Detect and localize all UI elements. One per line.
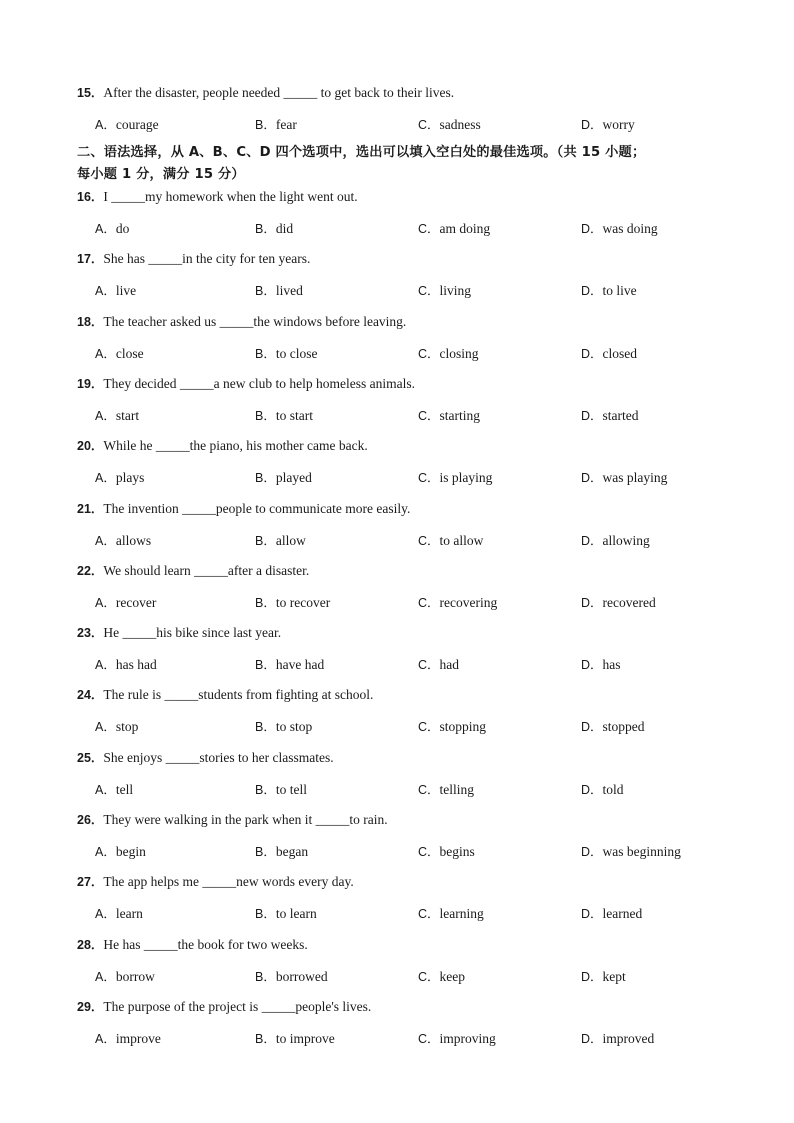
option-letter: C．	[418, 118, 440, 132]
question-text: After the disaster, people needed _____ to get back to their lives.	[103, 85, 455, 100]
option-c	[418, 344, 479, 362]
option-a	[95, 344, 144, 362]
option-letter: D．	[581, 596, 603, 610]
question-stem	[77, 561, 309, 579]
option-letter: D．	[581, 347, 603, 361]
question-number: 16．	[77, 190, 104, 204]
option-a	[95, 904, 143, 922]
option-letter: D．	[581, 1032, 603, 1046]
option-a	[95, 593, 156, 611]
question-stem	[77, 187, 358, 205]
option-text: close	[115, 346, 144, 361]
question-number: 25．	[77, 751, 104, 765]
option-text: closed	[602, 346, 638, 361]
option-c	[418, 1029, 496, 1047]
option-c	[418, 468, 492, 486]
option-letter: C．	[418, 409, 440, 423]
option-a	[95, 967, 155, 985]
option-text: stopping	[439, 719, 487, 734]
option-d	[581, 344, 637, 362]
option-letter: D．	[581, 222, 603, 236]
question-stem	[77, 748, 334, 766]
question-text: He has _____the book for two weeks.	[103, 937, 308, 952]
option-text: fear	[275, 117, 297, 132]
option-letter: B．	[255, 118, 276, 132]
option-text: keep	[439, 969, 466, 984]
option-letter: A．	[95, 907, 116, 921]
option-d	[581, 780, 624, 798]
question-text: They decided _____a new club to help homeless animals.	[103, 376, 415, 391]
option-letter: A．	[95, 284, 116, 298]
option-text: lived	[275, 283, 303, 298]
question-text: She has _____in the city for ten years.	[103, 251, 311, 266]
option-d	[581, 717, 645, 735]
option-letter: D．	[581, 907, 603, 921]
option-letter: C．	[418, 907, 440, 921]
option-letter: B．	[255, 907, 276, 921]
option-letter: D．	[581, 970, 603, 984]
option-b	[255, 406, 313, 424]
option-letter: B．	[255, 284, 276, 298]
option-text: am doing	[439, 221, 491, 236]
question-number: 15．	[77, 86, 104, 100]
option-text: was doing	[602, 221, 658, 236]
option-letter: B．	[255, 845, 276, 859]
option-text: learn	[115, 906, 143, 921]
option-b	[255, 904, 317, 922]
question-text: He _____his bike since last year.	[103, 625, 282, 640]
option-a	[95, 468, 144, 486]
question-text: The rule is _____students from fighting at school.	[103, 687, 374, 702]
option-text: to improve	[275, 1031, 335, 1046]
option-c	[418, 904, 484, 922]
option-b	[255, 281, 303, 299]
option-b	[255, 115, 297, 133]
option-letter: B．	[255, 222, 276, 236]
option-d	[581, 904, 642, 922]
option-d	[581, 281, 637, 299]
option-letter: C．	[418, 534, 440, 548]
option-text: allow	[275, 533, 306, 548]
option-text: has had	[115, 657, 157, 672]
option-letter: C．	[418, 720, 440, 734]
question-stem	[77, 997, 371, 1015]
question-stem	[77, 499, 410, 517]
option-text: was playing	[602, 470, 668, 485]
option-text: stopped	[602, 719, 645, 734]
option-letter: D．	[581, 658, 603, 672]
question-text: The teacher asked us _____the windows before leaving.	[103, 314, 407, 329]
option-a	[95, 655, 157, 673]
question-number: 23．	[77, 626, 104, 640]
option-d	[581, 1029, 654, 1047]
option-text: recovering	[439, 595, 498, 610]
option-letter: C．	[418, 845, 440, 859]
option-letter: D．	[581, 783, 603, 797]
option-text: learning	[439, 906, 484, 921]
question-number: 29．	[77, 1000, 104, 1014]
option-text: to tell	[275, 782, 307, 797]
option-text: began	[275, 844, 309, 859]
question-stem	[77, 685, 373, 703]
option-c	[418, 655, 459, 673]
option-text: start	[115, 408, 140, 423]
option-letter: C．	[418, 471, 440, 485]
option-letter: C．	[418, 658, 440, 672]
question-number: 17．	[77, 252, 104, 266]
option-text: played	[275, 470, 312, 485]
option-a	[95, 219, 129, 237]
option-letter: D．	[581, 720, 603, 734]
option-d	[581, 593, 656, 611]
option-text: begins	[439, 844, 475, 859]
option-a	[95, 717, 138, 735]
option-a	[95, 1029, 161, 1047]
option-text: started	[602, 408, 639, 423]
option-letter: A．	[95, 658, 116, 672]
option-letter: C．	[418, 284, 440, 298]
question-text: We should learn _____after a disaster.	[103, 563, 310, 578]
option-b	[255, 717, 312, 735]
option-letter: B．	[255, 596, 276, 610]
option-letter: B．	[255, 783, 276, 797]
option-b	[255, 780, 307, 798]
option-letter: D．	[581, 118, 603, 132]
option-letter: D．	[581, 845, 603, 859]
option-b	[255, 531, 306, 549]
option-text: begin	[115, 844, 146, 859]
option-letter: A．	[95, 534, 116, 548]
option-d	[581, 531, 650, 549]
question-text: While he _____the piano, his mother came back.	[103, 438, 368, 453]
option-d	[581, 468, 667, 486]
question-number: 20．	[77, 439, 104, 453]
option-letter: B．	[255, 658, 276, 672]
option-letter: A．	[95, 409, 116, 423]
option-text: worry	[602, 117, 635, 132]
option-b	[255, 1029, 335, 1047]
option-text: improving	[439, 1031, 496, 1046]
option-a	[95, 406, 139, 424]
option-letter: D．	[581, 471, 603, 485]
option-text: told	[602, 782, 624, 797]
option-text: is playing	[439, 470, 493, 485]
option-letter: A．	[95, 845, 116, 859]
option-text: to stop	[275, 719, 313, 734]
option-text: has	[602, 657, 621, 672]
option-letter: D．	[581, 409, 603, 423]
option-b	[255, 468, 312, 486]
option-text: kept	[602, 969, 626, 984]
option-letter: A．	[95, 720, 116, 734]
option-text: learned	[602, 906, 643, 921]
option-c	[418, 115, 481, 133]
section-heading-line-1: 二、语法选择，从 A、B、C、D 四个选项中，选出可以填入空白处的最佳选项。（共 15 小题；	[77, 145, 646, 160]
option-a	[95, 115, 159, 133]
option-d	[581, 967, 626, 985]
option-a	[95, 842, 146, 860]
option-letter: A．	[95, 596, 116, 610]
option-text: improved	[602, 1031, 655, 1046]
option-b	[255, 655, 324, 673]
option-text: allows	[115, 533, 152, 548]
question-number: 21．	[77, 502, 104, 516]
option-text: stop	[115, 719, 139, 734]
question-number: 22．	[77, 564, 104, 578]
option-letter: C．	[418, 1032, 440, 1046]
question-number: 24．	[77, 688, 104, 702]
option-b	[255, 967, 328, 985]
option-a	[95, 281, 136, 299]
option-text: allowing	[602, 533, 650, 548]
option-c	[418, 406, 480, 424]
option-letter: A．	[95, 347, 116, 361]
option-b	[255, 593, 330, 611]
option-letter: A．	[95, 471, 116, 485]
option-letter: A．	[95, 970, 116, 984]
question-stem	[77, 935, 308, 953]
option-text: plays	[115, 470, 145, 485]
option-letter: B．	[255, 534, 276, 548]
option-text: to live	[602, 283, 637, 298]
question-number: 19．	[77, 377, 104, 391]
option-letter: C．	[418, 222, 440, 236]
option-text: living	[439, 283, 472, 298]
option-letter: B．	[255, 347, 276, 361]
option-text: courage	[115, 117, 159, 132]
question-stem	[77, 83, 454, 101]
option-c	[418, 717, 486, 735]
option-d	[581, 655, 621, 673]
option-text: tell	[115, 782, 134, 797]
option-text: to close	[275, 346, 318, 361]
option-d	[581, 842, 681, 860]
option-letter: A．	[95, 118, 116, 132]
option-text: borrowed	[275, 969, 328, 984]
question-stem	[77, 872, 354, 890]
option-c	[418, 780, 474, 798]
option-text: to start	[275, 408, 313, 423]
option-c	[418, 281, 471, 299]
option-text: improve	[115, 1031, 161, 1046]
question-text: They were walking in the park when it _____to rain.	[103, 812, 388, 827]
option-letter: C．	[418, 970, 440, 984]
option-a	[95, 780, 133, 798]
option-d	[581, 219, 658, 237]
option-text: had	[439, 657, 460, 672]
option-text: have had	[275, 657, 325, 672]
option-b	[255, 344, 317, 362]
option-letter: B．	[255, 720, 276, 734]
option-text: to recover	[275, 595, 331, 610]
option-c	[418, 842, 475, 860]
option-text: sadness	[439, 117, 481, 132]
question-text: The purpose of the project is _____people's lives.	[103, 999, 372, 1014]
option-letter: D．	[581, 534, 603, 548]
option-letter: A．	[95, 783, 116, 797]
option-text: recover	[115, 595, 157, 610]
option-d	[581, 406, 639, 424]
question-text: The invention _____people to communicate more easily.	[103, 501, 411, 516]
option-c	[418, 967, 465, 985]
question-stem	[77, 436, 368, 454]
option-letter: D．	[581, 284, 603, 298]
question-stem	[77, 312, 406, 330]
option-letter: C．	[418, 783, 440, 797]
question-stem	[77, 810, 388, 828]
option-text: do	[115, 221, 130, 236]
question-text: The app helps me _____new words every day.	[103, 874, 354, 889]
option-text: was beginning	[602, 844, 681, 859]
section-heading-line-2: 每小题 1 分，满分 15 分）	[77, 167, 245, 182]
option-a	[95, 531, 151, 549]
option-text: recovered	[602, 595, 656, 610]
option-letter: B．	[255, 471, 276, 485]
option-letter: A．	[95, 222, 116, 236]
option-letter: B．	[255, 970, 276, 984]
option-b	[255, 219, 293, 237]
option-c	[418, 531, 483, 549]
option-d	[581, 115, 635, 133]
question-stem	[77, 374, 415, 392]
option-letter: A．	[95, 1032, 116, 1046]
question-text: I _____my homework when the light went out.	[103, 189, 358, 204]
option-letter: B．	[255, 409, 276, 423]
option-text: starting	[439, 408, 481, 423]
question-number: 26．	[77, 813, 104, 827]
option-text: live	[115, 283, 137, 298]
option-text: did	[275, 221, 294, 236]
option-c	[418, 219, 490, 237]
option-c	[418, 593, 497, 611]
question-stem	[77, 249, 310, 267]
option-text: telling	[439, 782, 475, 797]
question-number: 27．	[77, 875, 104, 889]
option-text: to allow	[439, 533, 484, 548]
option-letter: B．	[255, 1032, 276, 1046]
option-text: closing	[439, 346, 479, 361]
option-text: to learn	[275, 906, 317, 921]
option-b	[255, 842, 308, 860]
question-stem	[77, 623, 281, 641]
option-text: borrow	[115, 969, 155, 984]
option-letter: C．	[418, 596, 440, 610]
question-number: 18．	[77, 315, 104, 329]
question-number: 28．	[77, 938, 104, 952]
option-letter: C．	[418, 347, 440, 361]
question-text: She enjoys _____stories to her classmates.	[103, 750, 334, 765]
